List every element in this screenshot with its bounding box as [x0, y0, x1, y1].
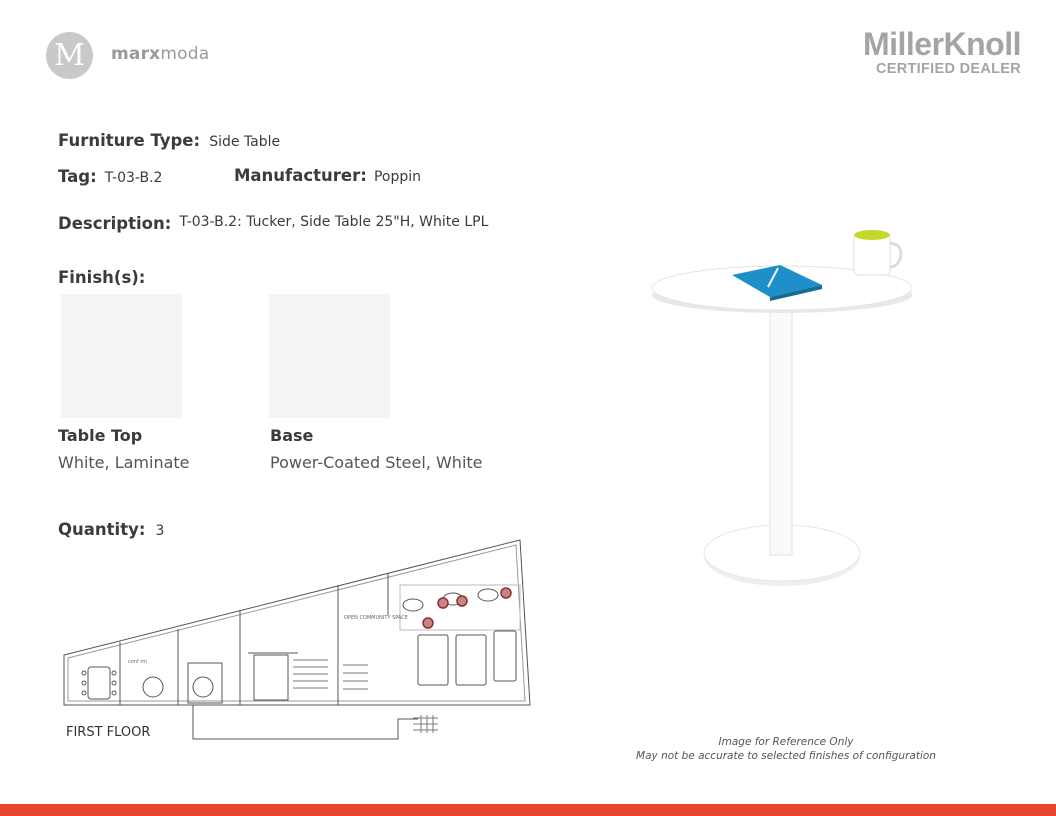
finish-name-table-top: Table Top [58, 426, 143, 445]
description-label: Description: [58, 214, 172, 233]
room-label: OPEN COMMUNITY SPACE [344, 615, 408, 621]
floor-plan-drawing [58, 535, 548, 745]
side-table-marker [423, 618, 433, 628]
table-column [770, 300, 792, 555]
tag-label: Tag: [58, 167, 97, 186]
finish-name-base: Base [270, 426, 314, 445]
quantity-label: Quantity: [58, 520, 146, 539]
mug [854, 235, 890, 275]
logo-word-bold: marx [111, 44, 161, 64]
side-table-marker [501, 588, 511, 598]
marxmoda-logo-mark: M [46, 32, 93, 79]
description-row [58, 214, 488, 233]
millerknoll-logo: MillerKnoll [862, 26, 1021, 62]
side-table-marker [438, 598, 448, 608]
finish-value-base: Power-Coated Steel, White [270, 453, 483, 472]
logo-word-light: moda [160, 44, 210, 64]
accent-bar [0, 804, 1056, 816]
floor-plan-outline [64, 540, 530, 705]
conf-room-label: conf rm [128, 659, 148, 665]
furniture-type-row [58, 131, 280, 150]
marxmoda-logo-word [111, 44, 209, 64]
manufacturer-label: Manufacturer: [234, 166, 367, 185]
tag-value: T-03-B.2 [104, 170, 163, 186]
tag-row [58, 167, 162, 186]
side-table-marker [457, 596, 467, 606]
reference-note-line2: May not be accurate to selected finishes of configuration [636, 750, 936, 762]
finishes-label: Finish(s): [58, 268, 146, 287]
furniture-type-value: Side Table [209, 134, 281, 150]
finish-value-table-top: White, Laminate [58, 453, 190, 472]
finish-swatch-base [269, 294, 390, 418]
manufacturer-row [234, 166, 421, 185]
floor-label: FIRST FLOOR [66, 725, 151, 740]
description-value: T-03-B.2: Tucker, Side Table 25"H, White LPL [179, 214, 489, 230]
manufacturer-value: Poppin [373, 169, 421, 185]
product-image [640, 215, 940, 595]
certified-dealer-label: CERTIFIED DEALER [876, 61, 1021, 77]
finish-swatch-table-top [61, 294, 182, 418]
furniture-type-label: Furniture Type: [58, 131, 201, 150]
reference-note-line1: Image for Reference Only [718, 736, 854, 748]
quantity-value: 3 [155, 523, 165, 539]
